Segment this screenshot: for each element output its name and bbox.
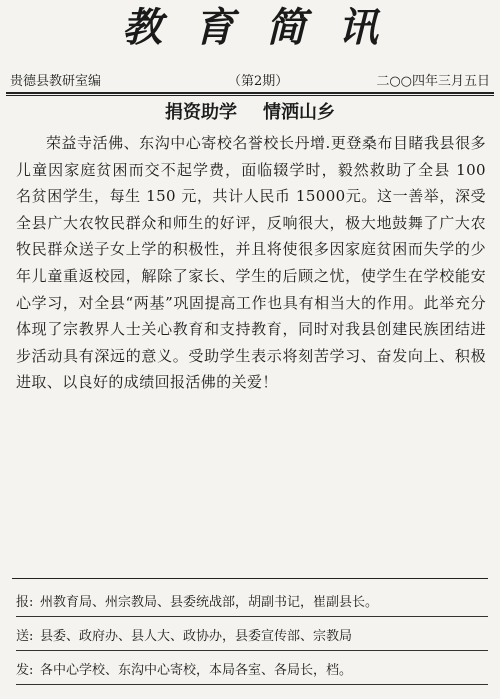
header-rule-thin xyxy=(6,95,494,96)
send-label: 送: xyxy=(16,629,34,644)
issue-meta xyxy=(10,70,490,90)
article-title xyxy=(0,98,500,124)
issue-recipients: 各中心学校、东沟中心寄校，本局各室、各局长，档。 xyxy=(40,663,353,678)
report-recipients: 州教育局、州宗教局、县委统战部，胡副书记，崔副县长。 xyxy=(40,595,379,610)
report-row xyxy=(16,592,488,614)
report-label: 报: xyxy=(16,595,34,610)
issue-row xyxy=(16,660,488,682)
header-rule-thick xyxy=(6,92,494,94)
article-body xyxy=(16,130,486,396)
issue-underline xyxy=(16,684,488,685)
masthead-title: 教育简讯 xyxy=(122,4,410,51)
issue-date: 二○○四年三月五日 xyxy=(376,74,490,89)
article-title-part1: 捐资助学 xyxy=(165,102,237,123)
publisher: 贵德县教研室编 xyxy=(10,74,102,89)
send-row xyxy=(16,626,488,648)
article-title-part2: 情洒山乡 xyxy=(263,102,335,123)
issue-number: （第2期） xyxy=(228,74,289,89)
report-underline xyxy=(16,616,488,617)
issue-label: 发: xyxy=(16,663,34,678)
footer-rule xyxy=(12,578,488,579)
send-recipients: 县委、政府办、县人大、政协办，县委宣传部、宗教局 xyxy=(40,629,353,644)
send-underline xyxy=(16,650,488,651)
article-paragraph: 荣益寺活佛、东沟中心寄校名誉校长丹增.更登桑布目睹我县很多儿童因家庭贫困而交不起学费，面临辍学时，毅然救助了全县 100 名贫困学生，每生 150 元，共计人民币 15000元。这一善举，深受全县广大农牧民群众和师生的好评，反响很大，极大地鼓舞了广大农牧民群众送子女上学的积极性，并且将使很多因家庭贫困而失学的少年儿童重返校园，解除了家长、学生的后顾之忧，使学生在学校能安心学习，对全县“两基”巩固提高工作也具有相当大的作用。此举充分体现了宗教界人士关心教育和支持教育，同时对我县创建民族团结进步活动具有深远的意义。受助学生表示将刻苦学习、奋发向上、积极进取、以良好的成绩回报活佛的关爱！ xyxy=(16,134,486,392)
